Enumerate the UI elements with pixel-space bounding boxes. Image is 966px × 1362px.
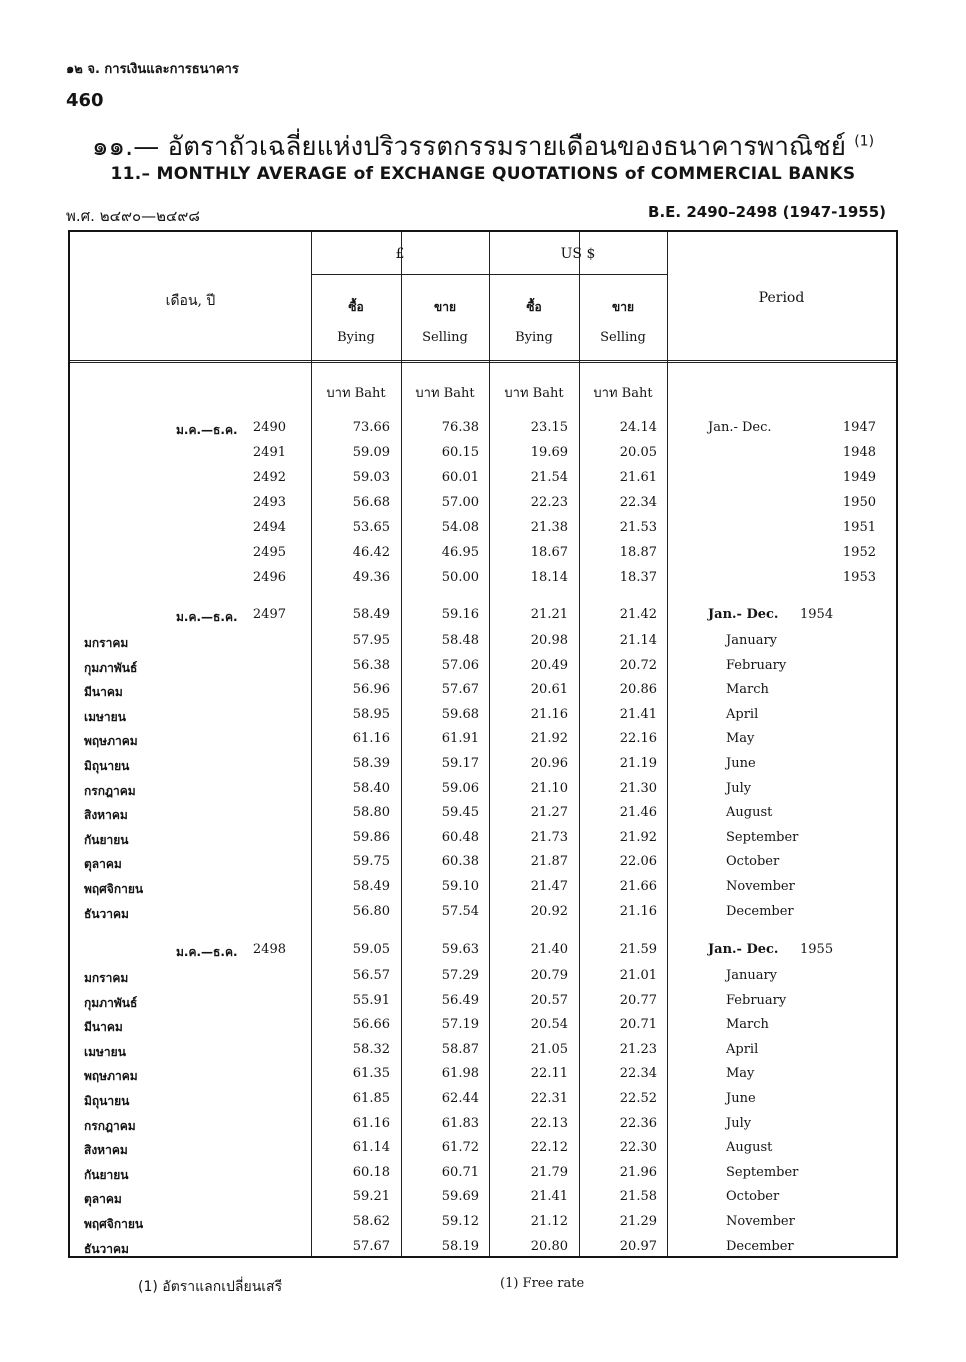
month-value-ub: 21.47 (530, 879, 568, 894)
month-value-gb: 57.95 (352, 633, 390, 648)
col-period-header: Period (758, 290, 805, 306)
month-value-gb: 58.40 (352, 780, 390, 796)
month-value-us: 20.72 (619, 657, 657, 673)
period-year: 1955 (800, 942, 834, 957)
month-en: July (726, 780, 752, 796)
month-value-ub: 22.31 (530, 1091, 568, 1106)
title-english: 11.– MONTHLY AVERAGE of EXCHANGE QUOTATIONS of COMMERCIAL BANKS (110, 164, 856, 184)
annual-value-us: 21.42 (619, 607, 657, 622)
annual-value-gs: 59.16 (441, 607, 479, 622)
month-th: มกราคม (84, 971, 129, 985)
period-year: 1954 (800, 607, 834, 622)
month-value-gb: 58.39 (352, 756, 390, 771)
month-value-ub: 21.92 (530, 731, 568, 747)
month-th: มิถุนายน (84, 759, 130, 773)
month-en: December (726, 1238, 794, 1254)
month-value-gs: 61.98 (441, 1066, 479, 1082)
month-value-gb: 56.66 (352, 1017, 390, 1033)
period-label: Jan.- Dec. (708, 942, 779, 957)
row-year-th: 2496 (252, 570, 286, 585)
month-th: กรกฎาคม (84, 783, 136, 798)
month-value-ub: 21.12 (530, 1214, 568, 1229)
month-value-ub: 22.12 (530, 1140, 568, 1156)
usd-sell-th: ขาย (612, 300, 634, 314)
annual-value-gs: 60.01 (441, 470, 479, 485)
footnote-english: (1) Free rate (500, 1276, 585, 1291)
month-en: April (726, 706, 759, 722)
month-value-ub: 20.92 (530, 903, 568, 919)
gbp-header: £ (395, 246, 405, 262)
month-value-us: 21.23 (619, 1041, 657, 1057)
month-en: January (726, 968, 778, 983)
annual-value-gb: 58.49 (352, 607, 390, 622)
month-value-ub: 20.96 (530, 756, 568, 771)
month-th: มีนาคม (84, 685, 123, 700)
month-value-us: 21.30 (619, 780, 657, 796)
annual-value-us: 21.61 (619, 470, 657, 485)
month-value-gb: 56.57 (352, 968, 390, 983)
col-divider (667, 232, 668, 1256)
month-value-gs: 61.83 (441, 1115, 479, 1131)
month-value-ub: 20.49 (530, 657, 568, 673)
title-thai-text: ๑๑.— อัตราถัวเฉลี่ยแห่งปริวรรตกรรมรายเดือนของธนาคารพาณิชย์ (91, 132, 846, 162)
month-en: September (726, 829, 799, 845)
month-value-us: 22.16 (619, 731, 657, 747)
annual-value-us: 21.59 (619, 942, 657, 957)
month-value-us: 22.06 (619, 854, 657, 870)
month-value-us: 22.52 (619, 1091, 657, 1106)
page-number: 460 (66, 90, 104, 111)
month-value-gb: 61.85 (352, 1091, 390, 1106)
annual-value-gs: 59.63 (441, 942, 479, 957)
month-value-ub: 20.61 (530, 682, 568, 698)
gbp-sell-th: ขาย (434, 300, 456, 314)
month-value-us: 22.30 (619, 1140, 657, 1156)
month-th: กันยายน (84, 1167, 129, 1182)
annual-value-gb: 59.05 (352, 942, 390, 957)
month-value-gs: 60.48 (441, 829, 479, 845)
annual-value-gs: 50.00 (441, 570, 479, 585)
month-value-gb: 61.35 (352, 1066, 390, 1082)
month-th: เมษายน (84, 1044, 126, 1059)
month-value-gs: 59.06 (441, 780, 479, 796)
month-th: เมษายน (84, 709, 126, 724)
month-value-us: 20.77 (619, 992, 657, 1008)
month-th: กันยายน (84, 832, 129, 847)
month-en: August (726, 1140, 773, 1156)
month-value-gs: 57.06 (441, 657, 479, 673)
month-value-ub: 20.54 (530, 1017, 568, 1033)
month-value-gb: 58.95 (352, 706, 390, 722)
month-th: กุมภาพันธ์ (84, 660, 138, 675)
annual-value-gb: 59.09 (352, 445, 390, 460)
month-en: February (726, 992, 787, 1008)
period-year: 1950 (842, 495, 876, 510)
annual-value-ub: 18.14 (530, 570, 568, 585)
month-value-gs: 57.67 (441, 682, 479, 698)
month-en: May (726, 731, 755, 747)
month-value-ub: 22.13 (530, 1115, 568, 1131)
annual-value-ub: 21.54 (530, 470, 568, 485)
annual-value-us: 18.37 (619, 570, 657, 585)
period-year: 1953 (842, 570, 876, 585)
row-year-th: 2497 (252, 607, 286, 622)
annual-value-us: 20.05 (619, 445, 657, 460)
period-year: 1949 (842, 470, 876, 485)
month-value-gb: 61.16 (352, 1115, 390, 1131)
month-value-gs: 59.10 (441, 879, 479, 894)
month-value-us: 21.19 (619, 756, 657, 771)
month-value-gb: 56.38 (352, 657, 390, 673)
month-en: February (726, 657, 787, 673)
annual-prefix: ม.ค.—ธ.ค. (176, 945, 238, 959)
month-th: มกราคม (84, 636, 129, 650)
era-english: B.E. 2490–2498 (1947-1955) (648, 203, 886, 221)
row-year-th: 2498 (252, 942, 286, 957)
usd-buy-th: ซื้อ (526, 300, 542, 314)
annual-value-gb: 46.42 (352, 545, 390, 560)
annual-value-ub: 21.21 (530, 607, 568, 622)
month-value-gs: 59.12 (441, 1214, 479, 1229)
month-th: พฤศจิกายน (84, 882, 144, 896)
annual-value-us: 22.34 (619, 495, 657, 510)
month-th: ธันวาคม (84, 906, 129, 921)
month-th: กรกฎาคม (84, 1118, 136, 1133)
month-value-us: 21.01 (619, 968, 657, 983)
month-en: October (726, 854, 780, 870)
period-year: 1947 (842, 420, 876, 435)
month-en: August (726, 805, 773, 821)
month-value-us: 21.16 (619, 903, 657, 919)
annual-value-gb: 56.68 (352, 495, 390, 510)
month-th: ตุลาคม (84, 857, 122, 872)
exchange-table (68, 230, 898, 1258)
month-en: June (726, 756, 756, 771)
month-value-ub: 21.79 (530, 1164, 568, 1180)
row-year-th: 2490 (252, 420, 286, 435)
usd-sell-en: Selling (600, 330, 646, 345)
month-value-gb: 56.96 (352, 682, 390, 698)
annual-value-gs: 46.95 (441, 545, 479, 560)
month-value-us: 21.92 (619, 829, 657, 845)
month-th: ธันวาคม (84, 1241, 129, 1256)
month-value-gb: 61.16 (352, 731, 390, 747)
col-month-header: เดือน, ปี (165, 293, 216, 309)
title-thai (0, 126, 966, 167)
month-value-gb: 55.91 (352, 992, 390, 1008)
annual-value-gb: 49.36 (352, 570, 390, 585)
month-value-ub: 20.57 (530, 992, 568, 1008)
annual-value-gb: 59.03 (352, 470, 390, 485)
month-value-gs: 61.91 (441, 731, 479, 747)
period-year: 1951 (842, 520, 876, 535)
annual-value-us: 21.53 (619, 520, 657, 535)
currency-divider (311, 274, 667, 275)
month-value-gs: 57.19 (441, 1017, 479, 1033)
month-value-gs: 58.48 (441, 633, 479, 648)
era-thai: พ.ศ. ๒๔๙๐—๒๔๙๘ (66, 207, 200, 225)
month-en: March (726, 1017, 769, 1033)
month-value-gs: 57.54 (441, 903, 479, 919)
month-value-gb: 57.67 (352, 1238, 390, 1254)
month-en: December (726, 903, 794, 919)
month-value-gs: 62.44 (441, 1091, 479, 1106)
month-th: มีนาคม (84, 1020, 123, 1035)
gbp-buy-en: Bying (337, 330, 375, 345)
month-value-gs: 60.38 (441, 854, 479, 870)
month-en: January (726, 633, 778, 648)
month-value-gb: 56.80 (352, 903, 390, 919)
month-value-us: 21.46 (619, 805, 657, 821)
month-en: July (726, 1115, 752, 1131)
month-en: October (726, 1189, 780, 1205)
month-value-ub: 21.41 (530, 1189, 568, 1205)
annual-value-gs: 54.08 (441, 520, 479, 535)
month-value-gs: 61.72 (441, 1140, 479, 1156)
month-value-ub: 21.10 (530, 780, 568, 796)
month-value-us: 22.36 (619, 1115, 657, 1131)
month-value-ub: 21.16 (530, 706, 568, 722)
month-value-ub: 21.27 (530, 805, 568, 821)
annual-value-us: 18.87 (619, 545, 657, 560)
month-value-gb: 58.80 (352, 805, 390, 821)
month-value-us: 20.97 (619, 1238, 657, 1254)
month-value-us: 20.86 (619, 682, 657, 698)
row-year-th: 2495 (252, 545, 286, 560)
title-footnote-marker: (1) (854, 133, 875, 150)
month-value-gs: 59.17 (441, 756, 479, 771)
gbp-buy-th: ซื้อ (348, 300, 364, 314)
gbp-sell-en: Selling (422, 330, 468, 345)
annual-value-us: 24.14 (619, 420, 657, 435)
month-en: May (726, 1066, 755, 1082)
month-value-ub: 21.73 (530, 829, 568, 845)
month-th: มิถุนายน (84, 1094, 130, 1108)
month-value-ub: 20.98 (530, 633, 568, 648)
month-en: June (726, 1091, 756, 1106)
month-value-gs: 59.69 (441, 1189, 479, 1205)
period-year: 1948 (842, 445, 876, 460)
month-en: September (726, 1164, 799, 1180)
month-value-gb: 58.62 (352, 1214, 390, 1229)
month-value-us: 21.29 (619, 1214, 657, 1229)
month-value-gs: 58.19 (441, 1238, 479, 1254)
month-value-us: 21.66 (619, 879, 657, 894)
month-value-ub: 20.80 (530, 1238, 568, 1254)
month-value-gb: 59.21 (352, 1189, 390, 1205)
unit-label: บาท Baht (415, 386, 475, 401)
month-en: November (726, 879, 795, 894)
annual-value-ub: 18.67 (530, 545, 568, 560)
month-en: April (726, 1041, 759, 1057)
row-year-th: 2491 (252, 445, 286, 460)
month-en: March (726, 682, 769, 698)
annual-value-gs: 76.38 (441, 420, 479, 435)
month-value-gs: 58.87 (441, 1041, 479, 1057)
month-th: พฤศจิกายน (84, 1217, 144, 1231)
month-en: November (726, 1214, 795, 1229)
month-value-us: 20.71 (619, 1017, 657, 1033)
row-year-th: 2494 (252, 520, 286, 535)
month-th: ตุลาคม (84, 1192, 122, 1207)
month-value-us: 22.34 (619, 1066, 657, 1082)
month-value-gs: 60.71 (441, 1164, 479, 1180)
month-value-ub: 21.05 (530, 1041, 568, 1057)
month-th: พฤษภาคม (84, 734, 138, 749)
month-th: สิงหาคม (84, 1143, 128, 1158)
annual-value-ub: 21.38 (530, 520, 568, 535)
usd-buy-en: Bying (515, 330, 553, 345)
annual-prefix: ม.ค.—ธ.ค. (176, 610, 238, 624)
month-value-gb: 59.86 (352, 829, 390, 845)
annual-value-gs: 60.15 (441, 445, 479, 460)
section-header: ๑๒ จ. การเงินและการธนาคาร (66, 62, 239, 77)
annual-value-gb: 53.65 (352, 520, 390, 535)
footnote-thai: (1) อัตราแลกเปลี่ยนเสรี (138, 1279, 283, 1295)
month-value-us: 21.96 (619, 1164, 657, 1180)
annual-value-gb: 73.66 (352, 420, 390, 435)
month-value-ub: 22.11 (530, 1066, 568, 1082)
month-value-ub: 20.79 (530, 968, 568, 983)
unit-label: บาท Baht (593, 386, 653, 401)
annual-value-gs: 57.00 (441, 495, 479, 510)
month-th: สิงหาคม (84, 808, 128, 823)
month-value-us: 21.58 (619, 1189, 657, 1205)
month-th: กุมภาพันธ์ (84, 995, 138, 1010)
annual-value-ub: 22.23 (530, 495, 568, 510)
usd-header: US $ (560, 246, 596, 262)
month-value-gs: 59.45 (441, 805, 479, 821)
month-value-gs: 56.49 (441, 992, 479, 1008)
month-value-ub: 21.87 (530, 854, 568, 870)
row-year-th: 2492 (252, 470, 286, 485)
month-value-gb: 60.18 (352, 1164, 390, 1180)
month-value-gs: 59.68 (441, 706, 479, 722)
month-th: พฤษภาคม (84, 1069, 138, 1084)
annual-value-ub: 21.40 (530, 942, 568, 957)
month-value-gb: 61.14 (352, 1140, 390, 1156)
month-value-us: 21.14 (619, 633, 657, 648)
period-label: Jan.- Dec. (708, 420, 772, 435)
row-year-th: 2493 (252, 495, 286, 510)
annual-value-ub: 23.15 (530, 420, 568, 435)
month-value-gs: 57.29 (441, 968, 479, 983)
unit-label: บาท Baht (326, 386, 386, 401)
period-label: Jan.- Dec. (708, 607, 779, 622)
month-value-gb: 58.49 (352, 879, 390, 894)
unit-label: บาท Baht (504, 386, 564, 401)
annual-value-ub: 19.69 (530, 445, 568, 460)
month-value-gb: 58.32 (352, 1041, 390, 1057)
month-value-us: 21.41 (619, 706, 657, 722)
annual-prefix: ม.ค.—ธ.ค. (176, 423, 238, 437)
month-value-gb: 59.75 (352, 854, 390, 870)
header-bottom-rule (70, 360, 896, 363)
period-year: 1952 (842, 545, 876, 560)
